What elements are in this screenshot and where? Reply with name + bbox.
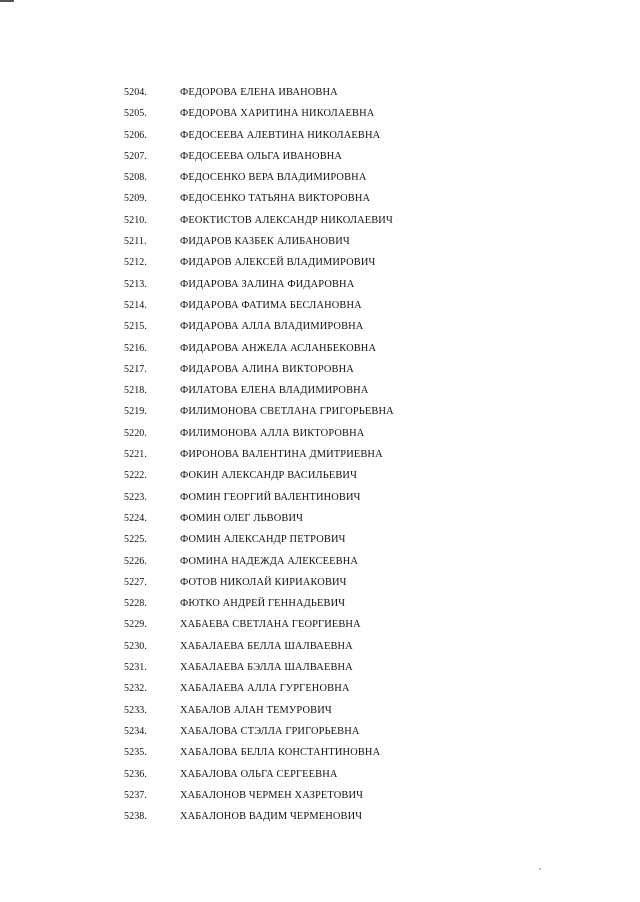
entry-name: ФИРОНОВА ВАЛЕНТИНА ДМИТРИЕВНА <box>180 449 383 461</box>
list-item <box>0 636 640 657</box>
list-item <box>0 401 640 422</box>
entry-number: 5209. <box>124 193 147 205</box>
entry-name: ФИДАРОВ КАЗБЕК АЛИБАНОВИЧ <box>180 236 350 248</box>
list-item <box>0 657 640 678</box>
entry-name: ХАБАЕВА СВЕТЛАНА ГЕОРГИЕВНА <box>180 619 361 631</box>
list-item <box>0 146 640 167</box>
list-item <box>0 529 640 550</box>
entry-name: ХАБАЛОВА СТЭЛЛА ГРИГОРЬЕВНА <box>180 725 360 737</box>
entry-number: 5230. <box>124 640 147 652</box>
entry-name: ФЕДОСЕЕВА АЛЕВТИНА НИКОЛАЕВНА <box>180 129 381 141</box>
entry-number: 5234. <box>124 725 147 737</box>
list-item <box>0 785 640 806</box>
entry-name: ФЕДОСЕНКО ВЕРА ВЛАДИМИРОВНА <box>180 172 367 184</box>
entry-name: ХАБАЛОВ АЛАН ТЕМУРОВИЧ <box>180 704 332 716</box>
list-item <box>0 465 640 486</box>
entry-number: 5212. <box>124 257 147 269</box>
list-item <box>0 274 640 295</box>
entry-name: ХАБАЛОВА БЕЛЛА КОНСТАНТИНОВНА <box>180 747 381 759</box>
entry-number: 5213. <box>124 278 147 290</box>
entry-number: 5220. <box>124 427 147 439</box>
list-item <box>0 359 640 380</box>
entry-name: ФЕОКТИСТОВ АЛЕКСАНДР НИКОЛАЕВИЧ <box>180 214 393 226</box>
entry-number: 5214. <box>124 299 147 311</box>
entry-name: ФЕДОСЕЕВА ОЛЬГА ИВАНОВНА <box>180 150 343 162</box>
list-item <box>0 125 640 146</box>
entry-number: 5226. <box>124 555 147 567</box>
entry-number: 5229. <box>124 619 147 631</box>
name-list <box>0 82 640 827</box>
entry-number: 5210. <box>124 214 147 226</box>
entry-number: 5206. <box>124 129 147 141</box>
scan-corner-mark <box>0 0 14 2</box>
entry-name: ФИЛАТОВА ЕЛЕНА ВЛАДИМИРОВНА <box>180 385 369 397</box>
list-item <box>0 593 640 614</box>
list-item <box>0 231 640 252</box>
entry-name: ХАБАЛОНОВ ЧЕРМЕН ХАЗРЕТОВИЧ <box>180 789 364 801</box>
list-item <box>0 572 640 593</box>
scan-speck <box>539 868 541 870</box>
entry-name: ФОМИН АЛЕКСАНДР ПЕТРОВИЧ <box>180 534 346 546</box>
list-item <box>0 295 640 316</box>
entry-name: ФИДАРОВА АЛИНА ВИКТОРОВНА <box>180 363 354 375</box>
entry-number: 5205. <box>124 108 147 120</box>
entry-name: ФЕДОСЕНКО ТАТЬЯНА ВИКТОРОВНА <box>180 193 371 205</box>
list-item <box>0 103 640 124</box>
entry-number: 5222. <box>124 470 147 482</box>
list-item <box>0 721 640 742</box>
entry-number: 5204. <box>124 87 147 98</box>
entry-number: 5223. <box>124 491 147 503</box>
entry-number: 5227. <box>124 576 147 588</box>
list-item <box>0 423 640 444</box>
entry-number: 5238. <box>124 811 147 823</box>
entry-number: 5218. <box>124 385 147 397</box>
entry-name: ХАБАЛАЕВА БЭЛЛА ШАЛВАЕВНА <box>180 662 353 674</box>
entry-name: ФИДАРОВА ЗАЛИНА ФИДАРОВНА <box>180 278 355 290</box>
entry-number: 5232. <box>124 683 147 695</box>
list-item <box>0 700 640 721</box>
entry-name: ФОМИН ГЕОРГИЙ ВАЛЕНТИНОВИЧ <box>180 491 361 503</box>
entry-name: ХАБАЛАЕВА АЛЛА ГУРГЕНОВНА <box>180 683 350 695</box>
list-item <box>0 380 640 401</box>
entry-number: 5233. <box>124 704 147 716</box>
entry-number: 5235. <box>124 747 147 759</box>
entry-name: ФИЛИМОНОВА АЛЛА ВИКТОРОВНА <box>180 427 365 439</box>
entry-name: ФИДАРОВА АНЖЕЛА АСЛАНБЕКОВНА <box>180 342 377 354</box>
entry-number: 5217. <box>124 363 147 375</box>
entry-name: ФЕДОРОВА ХАРИТИНА НИКОЛАЕВНА <box>180 108 375 120</box>
list-item <box>0 210 640 231</box>
entry-name: ФИДАРОВА ФАТИМА БЕСЛАНОВНА <box>180 299 362 311</box>
list-item <box>0 167 640 188</box>
entry-number: 5216. <box>124 342 147 354</box>
entry-name: ФЕДОРОВА ЕЛЕНА ИВАНОВНА <box>180 87 338 98</box>
entry-name: ФОМИНА НАДЕЖДА АЛЕКСЕЕВНА <box>180 555 359 567</box>
entry-name: ХАБАЛОНОВ ВАДИМ ЧЕРМЕНОВИЧ <box>180 811 363 823</box>
list-item <box>0 508 640 529</box>
entry-name: ФИДАРОВ АЛЕКСЕЙ ВЛАДИМИРОВИЧ <box>180 257 376 269</box>
entry-name: ФОМИН ОЛЕГ ЛЬВОВИЧ <box>180 512 304 524</box>
list-item <box>0 252 640 273</box>
entry-number: 5225. <box>124 534 147 546</box>
entry-number: 5221. <box>124 449 147 461</box>
list-item <box>0 678 640 699</box>
entry-number: 5231. <box>124 662 147 674</box>
list-item <box>0 316 640 337</box>
entry-number: 5207. <box>124 150 147 162</box>
list-item <box>0 742 640 763</box>
list-item <box>0 614 640 635</box>
entry-name: ФОТОВ НИКОЛАЙ КИРИАКОВИЧ <box>180 576 347 588</box>
entry-name: ФОКИН АЛЕКСАНДР ВАСИЛЬЕВИЧ <box>180 470 357 482</box>
entry-name: ФЮТКО АНДРЕЙ ГЕННАДЬЕВИЧ <box>180 598 346 610</box>
entry-name: ХАБАЛАЕВА БЕЛЛА ШАЛВАЕВНА <box>180 640 353 652</box>
entry-name: ФИЛИМОНОВА СВЕТЛАНА ГРИГОРЬЕВНА <box>180 406 394 418</box>
list-item <box>0 551 640 572</box>
list-item <box>0 806 640 827</box>
list-item <box>0 188 640 209</box>
entry-name: ХАБАЛОВА ОЛЬГА СЕРГЕЕВНА <box>180 768 338 780</box>
entry-name: ФИДАРОВА АЛЛА ВЛАДИМИРОВНА <box>180 321 364 333</box>
entry-number: 5228. <box>124 598 147 610</box>
entry-number: 5208. <box>124 172 147 184</box>
entry-number: 5211. <box>124 236 147 248</box>
list-item <box>0 338 640 359</box>
list-item <box>0 82 640 103</box>
entry-number: 5224. <box>124 512 147 524</box>
list-item <box>0 764 640 785</box>
list-item <box>0 487 640 508</box>
entry-number: 5237. <box>124 789 147 801</box>
entry-number: 5215. <box>124 321 147 333</box>
entry-number: 5219. <box>124 406 147 418</box>
entry-number: 5236. <box>124 768 147 780</box>
list-item <box>0 444 640 465</box>
